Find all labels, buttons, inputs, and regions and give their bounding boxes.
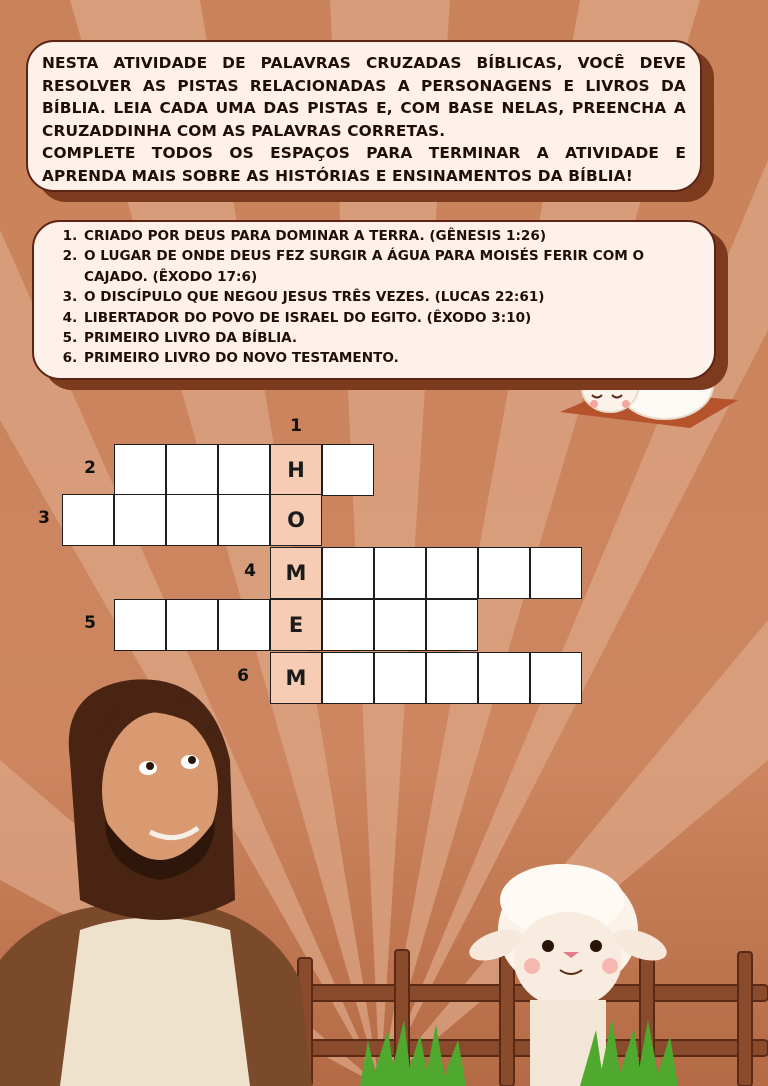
crossword-cell[interactable]	[322, 547, 374, 599]
instructions-card	[26, 40, 702, 192]
clue-number-2: 2	[84, 458, 96, 478]
crossword-cell[interactable]	[478, 547, 530, 599]
crossword-cell[interactable]	[114, 444, 166, 496]
clues-list	[64, 226, 700, 369]
crossword-cell[interactable]	[166, 599, 218, 651]
crossword-cell[interactable]	[426, 547, 478, 599]
clue-4: 4. LIBERTADOR DO POVO DE ISRAEL DO EGITO. (ÊXODO 3:10)	[82, 308, 700, 328]
crossword-cell[interactable]	[114, 494, 166, 546]
crossword-cell[interactable]	[322, 444, 374, 496]
clue-2: 2. O LUGAR DE ONDE DEUS FEZ SURGIR A ÁGUA PARA MOISÉS FERIR COM O CAJADO. (ÊXODO 17:6)	[82, 246, 700, 287]
crossword-cell[interactable]	[530, 547, 582, 599]
crossword-letter-cell[interactable]: H	[270, 444, 322, 496]
clue-number-5: 5	[84, 613, 96, 633]
crossword-cell[interactable]	[322, 652, 374, 704]
crossword-letter-cell[interactable]: O	[270, 494, 322, 546]
clue-5: 5. PRIMEIRO LIVRO DA BÍBLIA.	[82, 328, 700, 348]
crossword-cell[interactable]	[166, 444, 218, 496]
clue-3: 3. O DISCÍPULO QUE NEGOU JESUS TRÊS VEZES. (LUCAS 22:61)	[82, 287, 700, 307]
crossword-cell[interactable]	[478, 652, 530, 704]
crossword-cell[interactable]	[322, 599, 374, 651]
crossword-letter-cell[interactable]: M	[270, 652, 322, 704]
crossword-cell[interactable]	[114, 599, 166, 651]
instructions-paragraph-1: NESTA ATIVIDADE DE PALAVRAS CRUZADAS BÍBLICAS, VOCÊ DEVE RESOLVER AS PISTAS RELACIONADAS A PERSONAGENS E LIVROS DA BÍBLIA. LEIA CADA UMA DAS PISTAS E, COM BASE NELAS, PREENCHA A CRUZADDINHA COM AS PALAVRAS CORRETAS.	[42, 54, 686, 140]
clue-number-6: 6	[237, 666, 249, 686]
clue-number-4: 4	[244, 561, 256, 581]
crossword-cell[interactable]	[218, 444, 270, 496]
clue-number-3: 3	[38, 508, 50, 528]
clue-number-1: 1	[290, 416, 302, 436]
crossword-cell[interactable]	[218, 494, 270, 546]
crossword-cell[interactable]	[426, 652, 478, 704]
clue-1: 1. CRIADO POR DEUS PARA DOMINAR A TERRA. (GÊNESIS 1:26)	[82, 226, 700, 246]
crossword-cell[interactable]	[530, 652, 582, 704]
crossword-cell[interactable]	[426, 599, 478, 651]
clue-6: 6. PRIMEIRO LIVRO DO NOVO TESTAMENTO.	[82, 348, 700, 368]
crossword-cell[interactable]	[166, 494, 218, 546]
crossword-cell[interactable]	[374, 547, 426, 599]
crossword-cell[interactable]	[374, 652, 426, 704]
crossword-cell[interactable]	[218, 599, 270, 651]
crossword-letter-cell[interactable]: E	[270, 599, 322, 651]
crossword-cell[interactable]	[62, 494, 114, 546]
crossword-letter-cell[interactable]: M	[270, 547, 322, 599]
crossword-cell[interactable]	[374, 599, 426, 651]
clues-card	[32, 220, 716, 380]
instructions-paragraph-2: COMPLETE TODOS OS ESPAÇOS PARA TERMINAR A ATIVIDADE E APRENDA MAIS SOBRE AS HISTÓRIAS E ENSINAMENTOS DA BÍBLIA!	[42, 144, 686, 185]
